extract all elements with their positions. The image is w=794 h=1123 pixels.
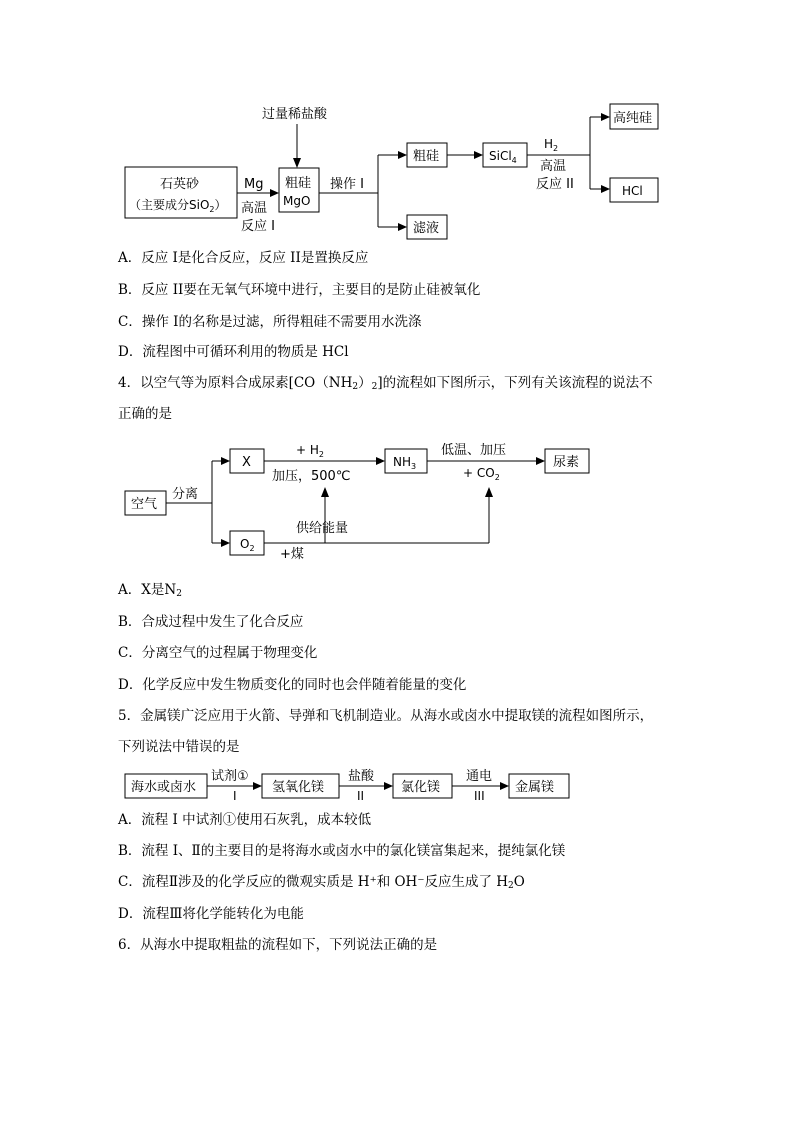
q4-option-a: A．X是$N_2$ — [118, 582, 182, 599]
q3-option-d: D．流程图中可循环利用的物质是 HCl — [118, 344, 349, 360]
mg-metal-label: 金属镁 — [515, 780, 555, 795]
high-temp2-label: 高温 — [540, 159, 567, 174]
q5-option-b: B．流程 I、Ⅱ的主要目的是将海水或卤水中的氯化镁富集起来，提纯氯化镁 — [118, 843, 566, 859]
hcl-acid-label: 盐酸 — [348, 769, 375, 784]
q4-option-b: B．合成过程中发生了化合反应 — [118, 614, 304, 630]
step2-label: II — [357, 789, 365, 803]
air-label: 空气 — [131, 497, 158, 512]
step1-label: I — [233, 789, 237, 803]
mgo-label: MgO — [283, 194, 311, 208]
pure-si-label: 高纯硅 — [613, 111, 653, 126]
filtrate-label: 滤液 — [413, 221, 440, 236]
q4-option-d: D．化学反应中发生物质变化的同时也会伴随着能量的变化 — [118, 677, 467, 693]
seawater-label: 海水或卤水 — [131, 780, 197, 795]
q5-option-c: C．流程Ⅱ涉及的化学反应的微观实质是 H⁺和 OH⁻反应生成了 $H_2O$ — [118, 874, 525, 891]
reaction2-label: 反应 II — [536, 177, 574, 192]
q3-option-a: A．反应 I是化合反应，反应 II是置换反应 — [118, 250, 369, 266]
quartz-component-label: （主要成分SiO$_2$） — [129, 198, 227, 214]
mg-label: Mg — [244, 177, 264, 192]
q5-option-a: A．流程 I 中试剂①使用石灰乳，成本较低 — [118, 812, 372, 828]
supply-energy-label: 供给能量 — [296, 521, 349, 536]
o2-label: $O_2$ — [240, 537, 255, 553]
plus-h2-label: + $H_2$ — [296, 443, 324, 459]
x-label: X — [242, 455, 251, 470]
q4-option-c: C．分离空气的过程属于物理变化 — [118, 645, 318, 661]
q4-stem-line2: 正确的是 — [118, 406, 172, 422]
q5-stem-line1: 5．金属镁广泛应用于火箭、导弹和飞机制造业。从海水或卤水中提取镁的流程如图所示， — [118, 708, 654, 724]
electrify-label: 通电 — [466, 769, 493, 784]
hcl-label: HCl — [622, 184, 643, 198]
step3-label: III — [474, 789, 485, 803]
coal-label: +煤 — [280, 547, 304, 562]
mgcl2-label: 氯化镁 — [401, 780, 441, 795]
reagent-label: 试剂① — [211, 769, 249, 784]
sicl4-label: SiCl$_4$ — [489, 149, 517, 165]
low-temp-label: 低温、加压 — [441, 443, 507, 458]
q3-option-c: C．操作 I的名称是过滤，所得粗硅不需要用水洗涤 — [118, 314, 422, 330]
q6-stem: 6．从海水中提取粗盐的流程如下，下列说法正确的是 — [118, 937, 438, 953]
pressurize-label: 加压，500℃ — [272, 469, 351, 484]
operation1-label: 操作 I — [330, 177, 364, 192]
mgoh2-label: 氢氧化镁 — [272, 780, 325, 795]
quartz-label: 石英砂 — [160, 177, 200, 192]
q5-stem-line2: 下列说法中错误的是 — [118, 739, 240, 755]
q3-option-b: B．反应 II要在无氧气环境中进行，主要目的是防止硅被氧化 — [118, 282, 481, 298]
crude-si-label: 粗硅 — [285, 176, 312, 191]
h2-label: $H_2$ — [544, 137, 559, 153]
reaction1-label: 反应 I — [241, 219, 275, 234]
reagent-hcl-label: 过量稀盐酸 — [262, 107, 328, 122]
plus-co2-label: + $CO_2$ — [463, 466, 500, 482]
q5-option-d: D．流程Ⅲ将化学能转化为电能 — [118, 906, 304, 922]
high-temp-label: 高温 — [241, 201, 268, 216]
q4-stem-line1: 4．以空气等为原料合成尿素$[CO(NH_2)_2]$的流程如下图所示，下列有关该流程的说法不 — [118, 375, 653, 392]
nh3-label: $NH_3$ — [393, 455, 417, 471]
separate-label: 分离 — [172, 487, 199, 502]
urea-label: 尿素 — [553, 455, 580, 470]
crude-si2-label: 粗硅 — [413, 149, 440, 164]
